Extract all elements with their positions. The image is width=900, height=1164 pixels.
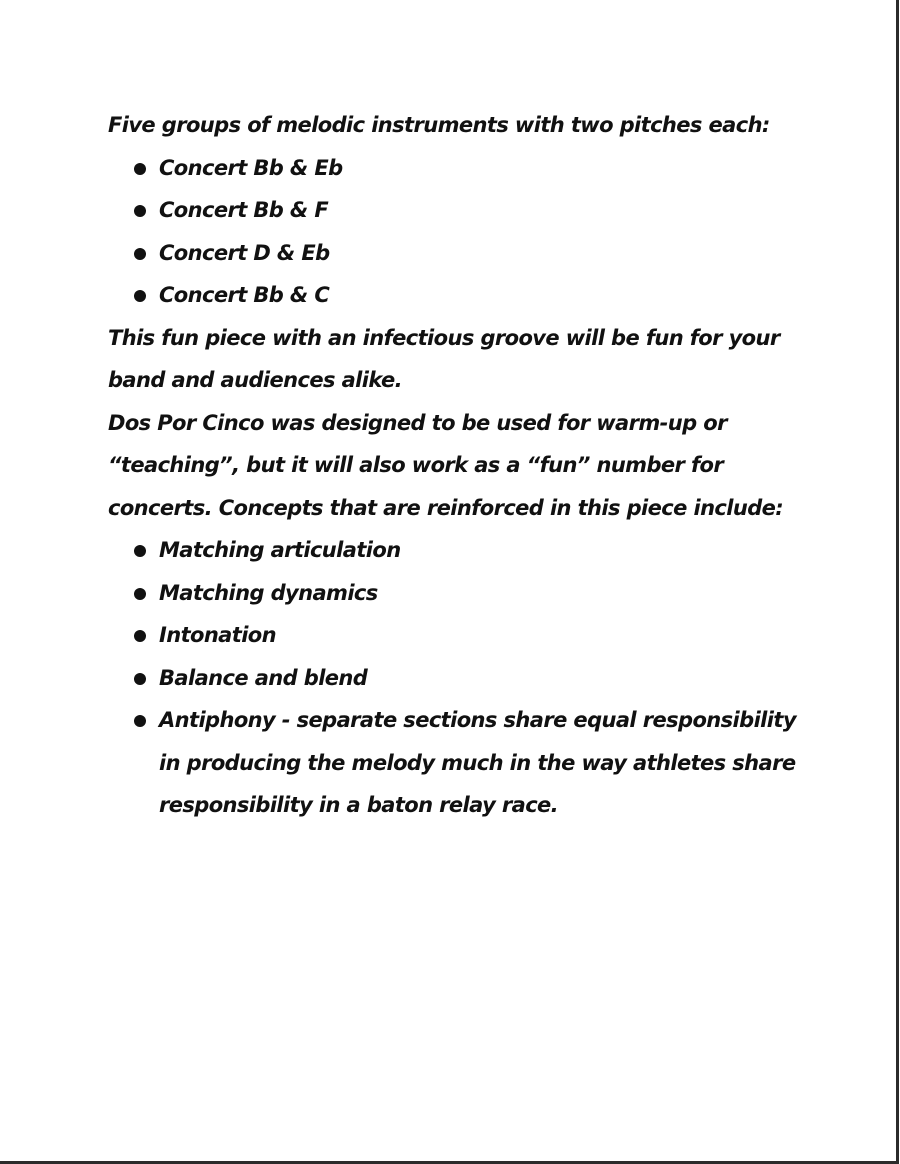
list-item (108, 657, 808, 700)
list-item (108, 614, 808, 657)
list-item (108, 699, 808, 827)
list-item (108, 529, 808, 572)
list-item-label: Concert Bb & C (159, 283, 330, 307)
list-item (108, 147, 808, 190)
bullet-icon (134, 630, 146, 642)
document-body (108, 104, 808, 827)
list-item-label: Antiphony - separate sections share equal responsibility in producing the melody much in the way athletes share responsibility in a baton relay race. (159, 708, 796, 817)
bullet-icon (134, 545, 146, 557)
list-item-label: Matching dynamics (159, 580, 378, 605)
concepts-list (108, 529, 808, 827)
bullet-icon (134, 248, 146, 260)
list-item-label: Intonation (159, 623, 276, 647)
list-item (108, 232, 808, 275)
list-item (108, 189, 808, 232)
intro-text: Five groups of melodic instruments with two pitches each: (108, 113, 770, 137)
bullet-icon (134, 205, 146, 217)
usage-paragraph: Dos Por Cinco was designed to be used for warm-up or “teaching”, but it will also work as a “fun” number for concerts. Concepts that are reinforced in this piece include: (108, 410, 784, 520)
list-item (108, 274, 808, 317)
list-item-label: Matching articulation (159, 538, 401, 562)
list-item-label: Concert Bb & F (159, 198, 329, 222)
list-item-label: Concert Bb & Eb (159, 155, 343, 180)
description-paragraph: This fun piece with an infectious groove will be fun for your band and audiences alike. (108, 325, 780, 392)
list-item (108, 572, 808, 615)
bullet-icon (134, 673, 146, 685)
bullet-icon (134, 290, 146, 302)
bullet-icon (134, 715, 146, 727)
pitch-groups-list (108, 147, 808, 317)
bullet-icon (134, 588, 146, 600)
bullet-icon (134, 163, 146, 175)
list-item-label: Concert D & Eb (159, 240, 330, 265)
list-item-label: Balance and blend (159, 665, 368, 690)
